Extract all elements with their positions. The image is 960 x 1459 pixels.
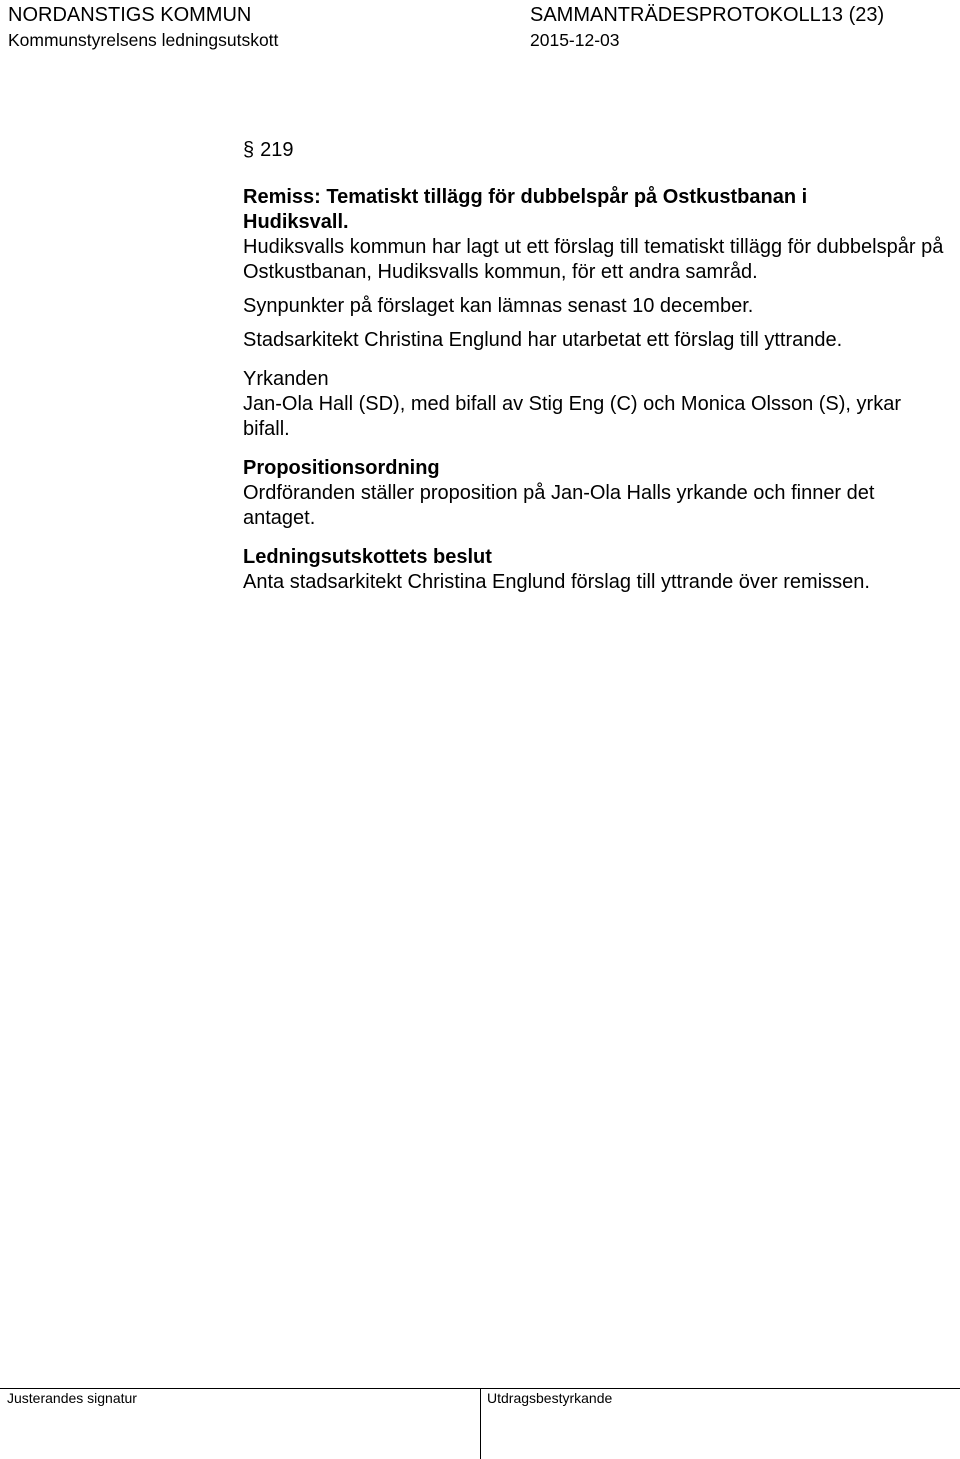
item-title-line2: Hudiksvall.	[243, 211, 349, 233]
item-title-line1: Remiss: Tematiskt tillägg för dubbelspår på Ostkustbanan i	[243, 186, 808, 208]
deadline-text: Synpunkter på förslaget kan lämnas senast 10 december.	[243, 295, 754, 317]
signature-label: Justerandes signatur	[7, 1390, 137, 1406]
beslut-heading: Ledningsutskottets beslut	[243, 546, 492, 568]
paragraph-number	[243, 138, 294, 163]
yrkanden-text: Jan-Ola Hall (SD), med bifall av Stig Eng (C) och Monica Olsson (S), yrkar bifall.	[243, 393, 901, 440]
beslut-text: Anta stadsarkitekt Christina Englund förslag till yttrande över remissen.	[243, 571, 870, 593]
intro-text: Hudiksvalls kommun har lagt ut ett förslag till tematiskt tillägg för dubbelspår på Ostkustbanan, Hudiksvalls kommun, för ett andra samråd.	[243, 236, 944, 283]
section-symbol: §	[243, 139, 255, 161]
organization-name: NORDANSTIGS KOMMUN	[8, 4, 252, 26]
architect-note: Stadsarkitekt Christina Englund har utarbetat ett förslag till yttrande.	[243, 329, 843, 351]
footer-column-divider	[480, 1388, 481, 1459]
meeting-date: 2015-12-03	[530, 30, 620, 50]
proposition-text: Ordföranden ställer proposition på Jan-Ola Halls yrkande och finner det antaget.	[243, 482, 875, 529]
paragraph-number-value: 219	[260, 139, 294, 161]
yrkanden-heading: Yrkanden	[243, 368, 329, 390]
paragraph-body	[243, 185, 948, 595]
committee-name: Kommunstyrelsens ledningsutskott	[8, 30, 279, 50]
certification-label: Utdragsbestyrkande	[487, 1390, 613, 1406]
document-title: SAMMANTRÄDESPROTOKOLL13 (23)	[530, 4, 885, 26]
proposition-heading: Propositionsordning	[243, 457, 440, 479]
